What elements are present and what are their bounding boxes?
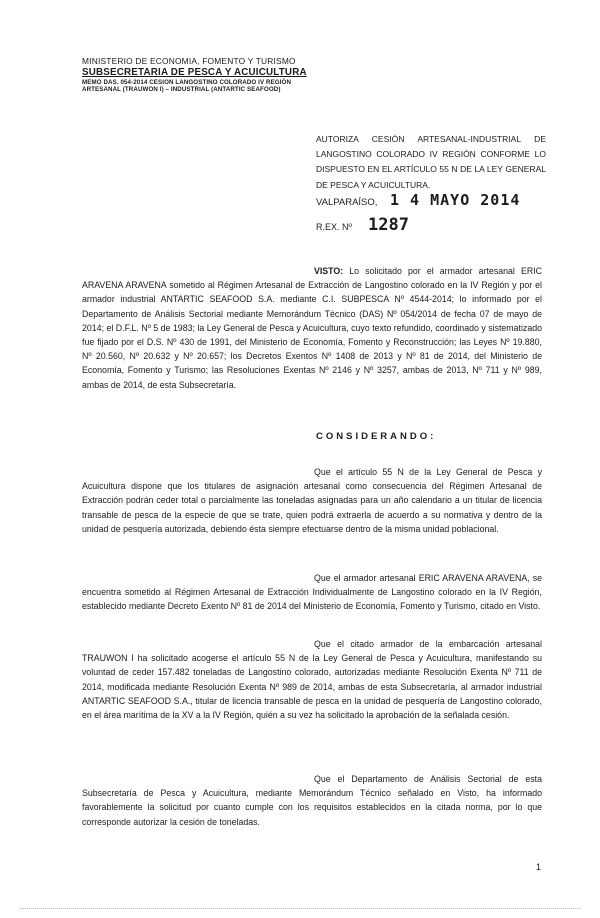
resolution-number-label: R.EX. Nº: [316, 222, 352, 232]
considerando-paragraph-4: Que el Departamento de Análisis Sectorial de esta Subsecretaría de Pesca y Acuicultura, mediante Memorándum Técnico señalado en Visto, ha informado favorablemente la solicitud por cuanto cumple con los requisitos establecidos en la citada norma, por lo que corresponde autorizar la cesión de toneladas.: [82, 774, 542, 827]
ministry-name: MINISTERIO DE ECONOMIA, FOMENTO Y TURISMO: [82, 56, 296, 66]
memo-parties: ARTESANAL (TRAUWON I) – INDUSTRIAL (ANTARTIC SEAFOOD): [82, 86, 281, 94]
scan-footer-line: [20, 908, 580, 909]
considerando-paragraph-2: Que el armador artesanal ERIC ARAVENA ARAVENA, se encuentra sometido al Régimen Artesanal de Extracción Individualmente de Langostino colorado en la IV Región, establecido mediante Decreto Exento Nº 81 de 2014 del Ministerio de Economía, Fomento y Turismo, citado en Visto.: [82, 573, 542, 612]
memo-reference: MEMO DAS. 054-2014 CESION LANGOSTINO COLORADO IV REGIÓN: [82, 78, 292, 86]
considerando-paragraph-1: Que el artículo 55 N de la Ley General de Pesca y Acuicultura dispone que los titulares de asignación artesanal como consecuencia del Régimen Artesanal de Extracción podrán ceder total o parcialmente las toneladas asignadas para un año calendario a un titular de licencia transable de pesca de la especie de que se trate, quien podrá extraerla de acuerdo a su normativa y dentro de la unidad de pesquería autorizada, debiendo ésta siempre efectuarse dentro de la misma unidad poblacional.: [82, 467, 542, 534]
visto-lead: VISTO:: [314, 266, 344, 276]
visto-paragraph: [82, 264, 542, 392]
visto-text: Lo solicitado por el armador artesanal ERIC ARAVENA ARAVENA sometido al Régimen Artesanal de Extracción de Langostino colorado en la IV Región y por el armador industrial ANTARTIC SEAFOOD S.A. mediante C.I. SUBPESCA Nº 4544-2014; lo informado por el Departamento de Análisis Sectorial mediante Memorándum Técnico (DAS) Nº 054/2014 de fecha 07 de mayo de 2014; el D.F.L. Nº 5 de 1983; la Ley General de Pesca y Acuicultura, cuyo texto refundido, coordinado y sistematizado fue fijado por el D.S. Nº 430 de 1991, del Ministerio de Economía, Fomento y Reconstrucción; las Leyes Nº 19.880, Nº 20.560, Nº 20.632 y Nº 20.657; los Decretos Exentos Nº 1408 de 2013 y Nº 81 de 2014, del Ministerio de Economía, Fomento y Turismo; las Resoluciones Exentas Nº 2146 y Nº 3257, ambas de 2013, Nº 711 y Nº 989, ambas de 2014, de esta Subsecretaría.: [82, 266, 542, 390]
place-label: VALPARAÍSO,: [316, 197, 378, 208]
resolution-number: 1287: [368, 215, 409, 235]
letterhead: [82, 56, 322, 94]
subsecretaria-name: SUBSECRETARIA DE PESCA Y ACUICULTURA: [82, 66, 307, 78]
considerando-heading: CONSIDERANDO:: [316, 431, 437, 442]
stamped-date: 1 4 MAYO 2014: [390, 191, 521, 209]
considerando-paragraph-3: Que el citado armador de la embarcación artesanal TRAUWON I ha solicitado acogerse el artículo 55 N de la Ley General de Pesca y Acuicultura, manifestando su voluntad de ceder 157.482 toneladas de Langostino colorado, autorizadas mediante Resolución Exenta Nº 711 de 2014, modificada mediante Resolución Exenta Nº 989 de 2014, ambas de esta Subsecretaría, al armador industrial ANTARTIC SEAFOOD S.A., titular de licencia transable de pesca en la unidad de pesquería de Langostino colorado, en el área marítima de la XV a la IV Región, quién a su vez ha solicitado la aprobación de la señalada cesión.: [82, 639, 542, 721]
resolution-subject: AUTORIZA CESIÓN ARTESANAL-INDUSTRIAL DE LANGOSTINO COLORADO IV REGIÓN CONFORME LO DISPUESTO EN EL ARTÍCULO 55 N DE LA LEY GENERAL DE PESCA Y ACUICULTURA.: [316, 134, 546, 190]
page-number: 1: [536, 862, 542, 872]
